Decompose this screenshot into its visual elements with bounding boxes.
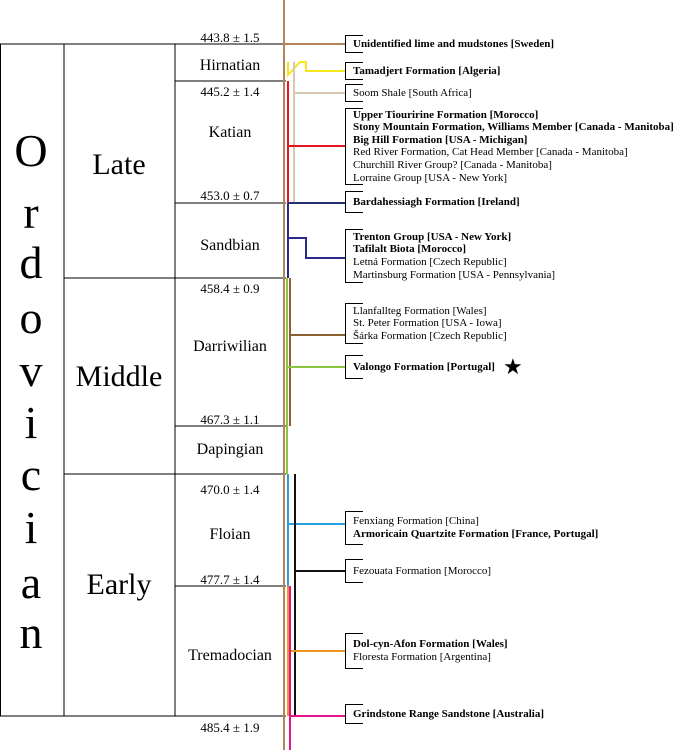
formation-group: [345, 633, 508, 669]
boundary-age-label: 443.8 ± 1.5: [200, 30, 260, 45]
box-bottom-tick: [345, 343, 363, 344]
formation-name: Bardahessiagh Formation [Ireland]: [353, 195, 520, 208]
formation-name: Fenxiang Formation [China]: [353, 515, 479, 528]
formation-name: Unidentified lime and mudstones [Sweden]: [353, 37, 555, 50]
period-letter: c: [20, 449, 42, 500]
formation-name: Big Hill Formation [USA - Michigan]: [353, 133, 528, 146]
formation-name: Lorraine Group [USA - New York]: [353, 171, 507, 184]
box-top-tick: [345, 303, 363, 304]
box-top-tick: [345, 191, 363, 192]
formation-name: Letná Formation [Czech Republic]: [353, 255, 507, 268]
box-top-tick: [345, 62, 363, 63]
period-letter: O: [14, 125, 48, 176]
range-lines: [284, 0, 345, 750]
box-top-tick: [345, 84, 363, 85]
formation-name: Tamadjert Formation [Algeria]: [353, 64, 501, 77]
formation-name: Floresta Formation [Argentina]: [353, 650, 491, 663]
formation-name: Stony Mountain Formation, Williams Member [Canada - Manitoba]: [353, 121, 674, 134]
formation-name: Upper Tiouririne Formation [Morocco]: [353, 108, 539, 121]
stage-label: Hirnatian: [199, 57, 261, 74]
box-bottom-tick: [345, 668, 363, 669]
formation-name: Valongo Formation [Portugal]: [353, 360, 495, 373]
box-bottom-tick: [345, 723, 363, 724]
box-top-tick: [345, 559, 363, 560]
period-letter: n: [19, 607, 43, 658]
epoch-label: Late: [92, 148, 146, 181]
box-bottom-tick: [345, 212, 363, 213]
box-top-tick: [345, 633, 363, 634]
period-letter: d: [19, 237, 43, 288]
epoch-label: Early: [86, 568, 152, 601]
boundary-age-label: 453.0 ± 0.7: [200, 188, 260, 203]
period-letter: i: [24, 502, 38, 553]
formation-name: Armoricain Quartzite Formation [France, Portugal]: [353, 527, 599, 540]
stage-label: Sandbian: [200, 237, 260, 254]
epoch-label: Middle: [75, 360, 163, 393]
formation-group: [345, 84, 472, 102]
box-bottom-tick: [345, 184, 363, 185]
box-bottom-tick: [345, 79, 363, 80]
box-top-tick: [345, 108, 363, 109]
stage-label: Floian: [209, 526, 251, 543]
formation-name: St. Peter Formation [USA - Iowa]: [353, 317, 502, 330]
stage-label: Tremadocian: [188, 647, 272, 664]
box-top-tick: [345, 704, 363, 705]
formation-group: [345, 35, 554, 53]
boundary-age-label: 445.2 ± 1.4: [200, 84, 260, 99]
formation-group: [345, 191, 520, 213]
boundary-age-label: 477.7 ± 1.4: [200, 572, 260, 587]
box-top-tick: [345, 511, 363, 512]
period-letter: v: [19, 345, 43, 396]
formation-group: [345, 559, 491, 583]
range-connector: [288, 62, 345, 75]
formation-name: Trenton Group [USA - New York]: [353, 230, 512, 243]
boundary-age-label: 470.0 ± 1.4: [200, 482, 260, 497]
stage-label: Darriwilian: [193, 338, 267, 355]
box-bottom-tick: [345, 52, 363, 53]
box-bottom-tick: [345, 101, 363, 102]
formation-group: [345, 511, 598, 545]
formation-group: [345, 108, 674, 185]
box-bottom-tick: [345, 282, 363, 283]
range-connector: [294, 62, 345, 203]
box-top-tick: [345, 355, 363, 356]
box-top-tick: [345, 35, 363, 36]
formation-group: [345, 229, 555, 283]
formation-name: Llanfallteg Formation [Wales]: [353, 304, 487, 317]
formation-name: Grindstone Range Sandstone [Australia]: [353, 707, 544, 720]
period-letter: r: [23, 187, 39, 238]
box-top-tick: [345, 229, 363, 230]
stage-label: Katian: [208, 124, 252, 141]
box-bottom-tick: [345, 544, 363, 545]
formation-name: Šárka Formation [Czech Republic]: [353, 329, 507, 342]
formation-name: Tafilalt Biota [Morocco]: [353, 243, 467, 256]
boundary-age-label: 485.4 ± 1.9: [200, 720, 260, 735]
formation-name: Martinsburg Formation [USA - Pennsylvania]: [353, 268, 556, 281]
boundary-age-label: 467.3 ± 1.1: [200, 412, 260, 427]
period-letter: i: [24, 397, 38, 448]
box-bottom-tick: [345, 378, 363, 379]
formation-name: Fezouata Formation [Morocco]: [353, 564, 492, 577]
box-bottom-tick: [345, 582, 363, 583]
period-letter: a: [20, 557, 42, 608]
boundary-age-label: 458.4 ± 0.9: [200, 281, 260, 296]
formation-name: Soom Shale [South Africa]: [353, 86, 472, 99]
range-connector: [288, 238, 345, 258]
stage-label: Dapingian: [196, 441, 264, 458]
period-letter: o: [19, 292, 43, 343]
star-icon: ★: [503, 354, 523, 379]
formation-group: [345, 704, 544, 724]
formation-name: Churchill River Group? [Canada - Manitoba]: [353, 159, 552, 172]
formation-group: [345, 303, 507, 344]
formation-group: [345, 355, 495, 379]
formation-name: Red River Formation, Cat Head Member [Canada - Manitoba]: [353, 146, 628, 159]
formation-group: [345, 62, 500, 80]
formation-name: Dol-cyn-Afon Formation [Wales]: [353, 638, 508, 651]
